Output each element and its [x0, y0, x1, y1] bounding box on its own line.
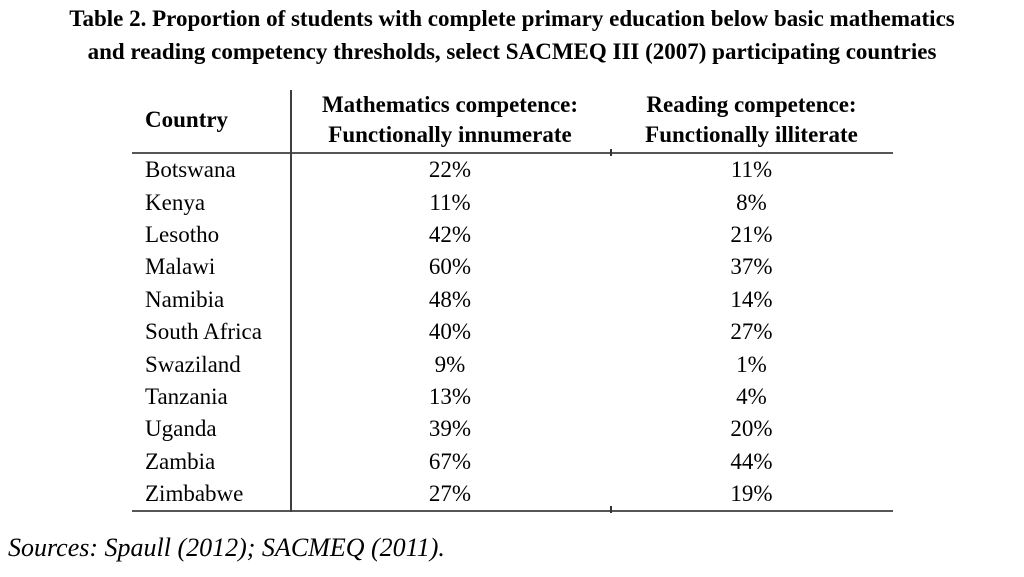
caption-line-2: and reading competency thresholds, select SACMEQ III (2007) participating countries [87, 39, 937, 64]
col-header-country: Country [145, 107, 229, 132]
country-cell: Namibia [145, 286, 225, 312]
country-cell: Botswana [145, 157, 236, 183]
col-header-mathematics-line1: Mathematics competence: [321, 92, 579, 117]
country-cell: Lesotho [145, 221, 220, 247]
reading-value-cell: 44% [730, 448, 773, 474]
table-row [132, 251, 893, 283]
reading-value-cell: 19% [730, 481, 773, 507]
table-row [132, 154, 893, 186]
reading-value-cell: 11% [730, 157, 773, 183]
reading-value-cell: 37% [730, 254, 773, 280]
math-value-cell: 11% [429, 189, 471, 215]
reading-value-cell: 21% [730, 221, 773, 247]
country-cell: Zambia [145, 448, 216, 474]
math-value-cell: 48% [428, 286, 472, 312]
reading-value-cell: 20% [730, 416, 773, 442]
table-row [132, 381, 893, 413]
table-row [132, 186, 893, 218]
math-value-cell: 42% [428, 221, 472, 247]
table-row [132, 348, 893, 380]
table-body [132, 154, 893, 512]
table-caption [6, 2, 1018, 68]
caption-line-1: Table 2. Proportion of students with complete primary education below basic mathematics [69, 6, 955, 31]
reading-value-cell: 1% [736, 351, 767, 377]
column-divider-tick-bottom [610, 506, 612, 513]
col-header-reading-line2: Functionally illiterate [645, 122, 858, 147]
math-value-cell: 67% [428, 448, 472, 474]
reading-value-cell: 8% [736, 189, 767, 215]
sources-note: Sources: Spaull (2012); SACMEQ (2011). [8, 533, 445, 563]
reading-value-cell: 14% [730, 286, 773, 312]
math-value-cell: 22% [428, 157, 472, 183]
country-column-divider [290, 90, 292, 512]
country-cell: South Africa [145, 319, 262, 345]
table-row [132, 413, 893, 445]
country-cell: Swaziland [145, 351, 241, 377]
table-row [132, 316, 893, 348]
country-cell: Uganda [145, 416, 217, 442]
math-value-cell: 27% [428, 481, 472, 507]
math-value-cell: 39% [428, 416, 472, 442]
country-cell: Kenya [145, 189, 206, 215]
table-row [132, 284, 893, 316]
col-header-reading-line1: Reading competence: [646, 92, 857, 117]
table-row [132, 219, 893, 251]
col-header-mathematics-line2: Functionally innumerate [328, 122, 572, 147]
country-cell: Tanzania [145, 383, 228, 409]
table-row [132, 446, 893, 478]
reading-value-cell: 27% [730, 319, 773, 345]
data-table [132, 88, 893, 512]
country-cell: Malawi [145, 254, 216, 280]
table-header-row [132, 88, 893, 154]
country-cell: Zimbabwe [145, 481, 244, 507]
column-divider-tick-top [610, 149, 612, 156]
math-value-cell: 13% [428, 383, 472, 409]
math-value-cell: 60% [428, 254, 472, 280]
col-header-mathematics [290, 88, 610, 152]
reading-value-cell: 4% [736, 383, 767, 409]
table-row [132, 478, 893, 510]
col-header-reading [610, 88, 893, 152]
math-value-cell: 9% [434, 351, 466, 377]
math-value-cell: 40% [428, 319, 472, 345]
